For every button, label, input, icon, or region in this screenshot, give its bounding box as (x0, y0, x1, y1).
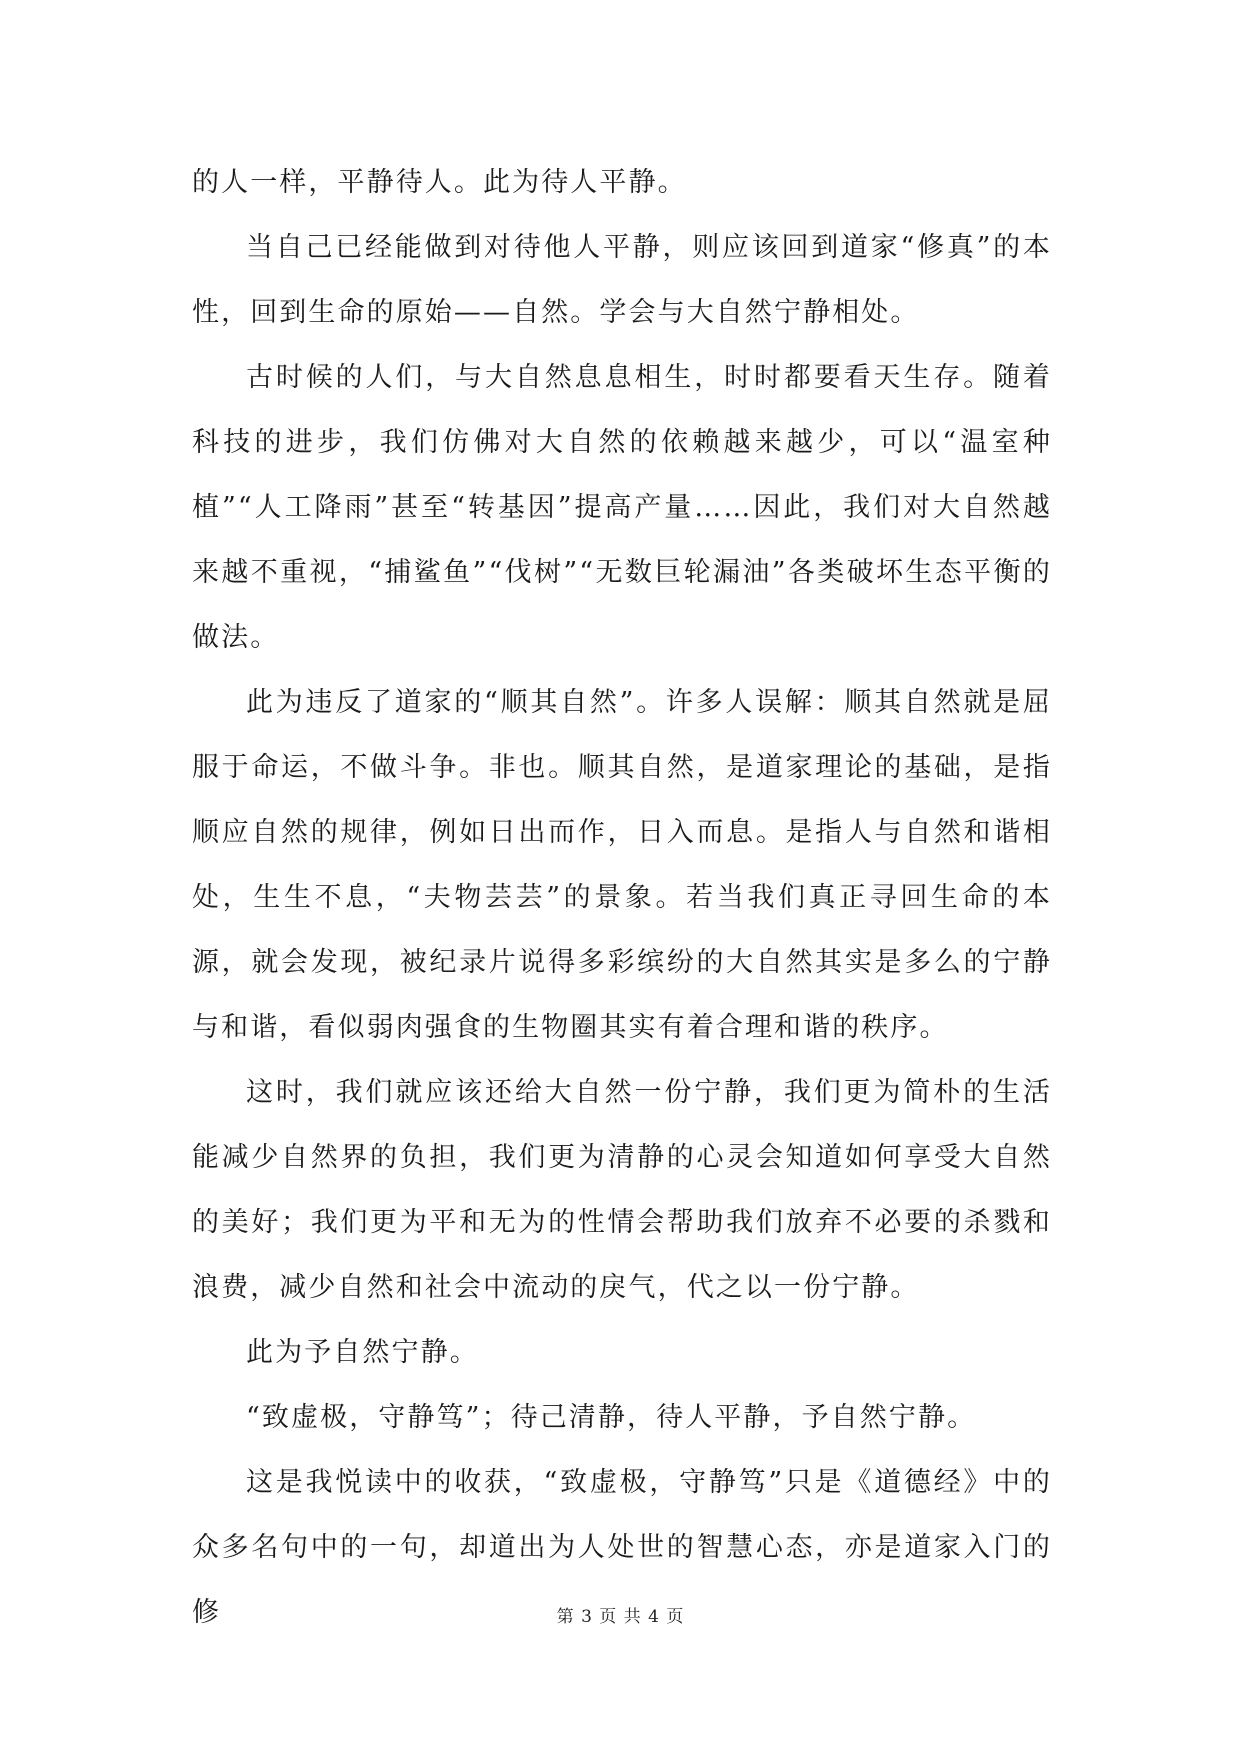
page-number-footer: 第 3 页 共 4 页 (556, 1607, 685, 1627)
paragraph-8: 这是我悦读中的收获，“致虚极，守静笃”只是《道德经》中的众多名句中的一句，却道出为人处世的智慧心态，亦是道家入门的修 (192, 1467, 1052, 1628)
paragraph-7: “致虚极，守静笃”；待己清静，待人平静，予自然宁静。 (246, 1402, 977, 1433)
paragraph-2: 当自己已经能做到对待他人平静，则应该回到道家“修真”的本性，回到生命的原始——自然。学会与大自然宁静相处。 (192, 232, 1052, 328)
document-body (192, 150, 1052, 1645)
paragraph-6: 此为予自然宁静。 (246, 1337, 479, 1368)
paragraph-4: 此为违反了道家的“顺其自然”。许多人误解：顺其自然就是屈服于命运，不做斗争。非也。顺其自然，是道家理论的基础，是指顺应自然的规律，例如日出而作，日入而息。是指人与自然和谐相处，生生不息，“夫物芸芸”的景象。若当我们真正寻回生命的本源，就会发现，被纪录片说得多彩缤纷的大自然其实是多么的宁静与和谐，看似弱肉强食的生物圈其实有着合理和谐的秩序。 (192, 687, 1052, 1043)
paragraph-1: 的人一样，平静待人。此为待人平静。 (192, 167, 687, 198)
paragraph-3: 古时候的人们，与大自然息息相生，时时都要看天生存。随着科技的进步，我们仿佛对大自然的依赖越来越少，可以“温室种植”“人工降雨”甚至“转基因”提高产量……因此，我们对大自然越来越不重视，“捕鲨鱼”“伐树”“无数巨轮漏油”各类破坏生态平衡的做法。 (192, 362, 1052, 653)
paragraph-5: 这时，我们就应该还给大自然一份宁静，我们更为简朴的生活能减少自然界的负担，我们更为清静的心灵会知道如何享受大自然的美好；我们更为平和无为的性情会帮助我们放弃不必要的杀戮和浪费，减少自然和社会中流动的戾气，代之以一份宁静。 (192, 1077, 1052, 1303)
